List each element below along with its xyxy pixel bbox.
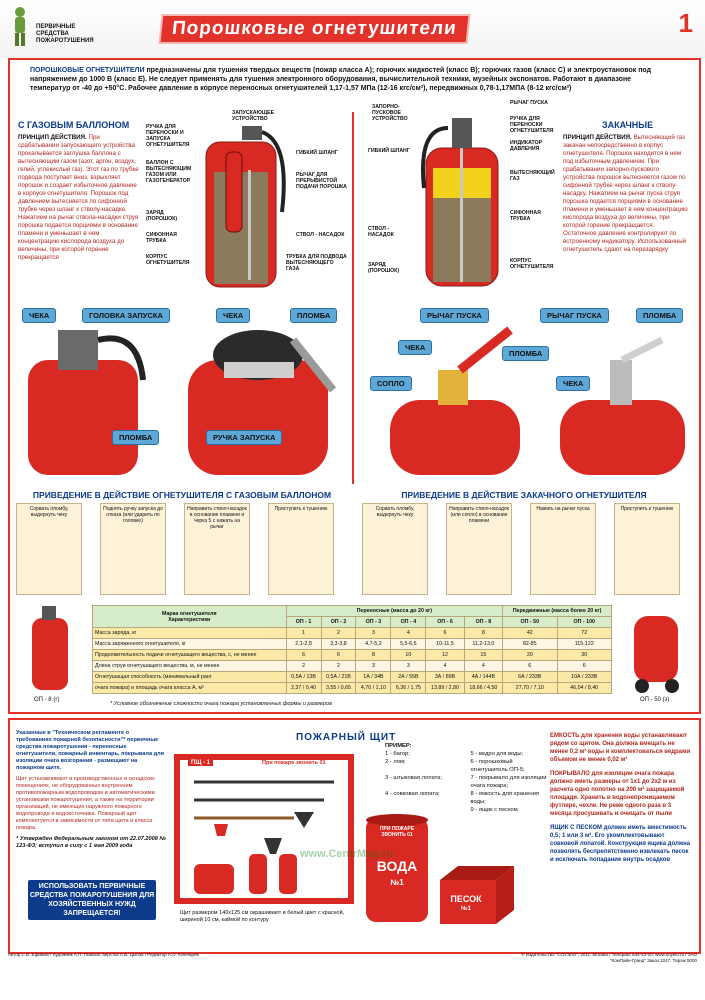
table-row (93, 672, 612, 683)
gas-anno-cartridge: БАЛЛОН С ВЫТЕСНЯЮЩИМ ГАЗОМ ИЛИ ГАЗОГЕНЕРАТОР (146, 160, 192, 184)
model-header: ОП - 100 (557, 617, 612, 628)
shield-details (550, 732, 692, 864)
cell: 30 (557, 650, 612, 661)
stored-anno-gas: ВЫТЕСНЯЮЩИЙ ГАЗ (510, 170, 555, 182)
cell: 6 (503, 661, 557, 672)
example-item: 2 - лом; (385, 759, 406, 765)
shield-title: ПОЖАРНЫЙ ЩИТ (296, 732, 397, 743)
cell: 2 (321, 628, 356, 639)
gas-heading: С ГАЗОВЫМ БАЛЛОНОМ (18, 120, 130, 130)
cell: 4 (391, 628, 426, 639)
table-row (93, 683, 612, 694)
cell: 6,36 / 1,75 (391, 683, 426, 694)
stored-heading: ЗАКАЧНЫЕ (602, 120, 654, 130)
reg-paragraph-1: Указанные в "Техническом регламенте о требованиях пожарной безопасности"* первичные средства пожаротушения - переносные огнетушители, пожарный инвентарь, покрывала для изоляции очага возгорания - размещают на пожарном щите. (16, 730, 164, 771)
stored-tag-nozzle: СОПЛО (370, 376, 412, 391)
table-header-char (93, 606, 287, 628)
row-label: Длина струи огнетушащего вещества, м, не менее (93, 661, 287, 672)
cell: 20 (503, 650, 557, 661)
reg-paragraph-2: Щит устанавливают в производственных и складских помещениях, не оборудованных внутренним противопожарным водопроводом и автоматическими установками пожаротушения, а также на территории организаций, не имеющих наружного пожарного водопровода и водоисточника. Пожарный щит комплектуется в зависимости от типа щита и класса пожара. (16, 776, 155, 831)
op50-extinguisher-image (624, 600, 688, 695)
table-row (93, 639, 612, 650)
example-item: 3 - штыковая лопата; (385, 775, 442, 781)
gas-step-1 (16, 503, 82, 595)
table-header-char-label: Характеристики (168, 616, 211, 623)
cell: 12 (426, 650, 464, 661)
model-header: ОП - 1 (286, 617, 321, 628)
stored-step-2 (446, 503, 512, 595)
stored-step-3-caption: Нажать на рычаг пуска (536, 506, 590, 512)
cell: 72 (557, 628, 612, 639)
gas-principle-label: ПРИНЦИП ДЕЙСТВИЯ. (18, 134, 87, 141)
cell: 18,66 / 4,50 (464, 683, 502, 694)
shield-call-text: При пожаре звонить 01 (262, 760, 326, 766)
barrel-call: ПРИ ПОЖАРЕ ЗВОНИТЬ 01 (379, 826, 415, 838)
example-title: ПРИМЕР: (385, 743, 412, 749)
cell: 3,55 / 0,65 (321, 683, 356, 694)
table-header-portable: Переносные (масса до 20 кг) (286, 606, 502, 617)
footer-publisher: © Издательство "СОУЭЛО", 2011. Москва / Тел/факс 644-43-20; www.soyelo.ru / ЗАО "КомПайн-Гранд" Заказ 3247. Тираж 5000 (521, 952, 697, 963)
example-item: 1 - багор; (385, 751, 410, 757)
barrel-number: №1 (390, 878, 404, 887)
cell: 27,70 / 7,10 (503, 683, 557, 694)
section-divider (352, 112, 354, 484)
stored-tag-lever-2: РЫЧАГ ПУСКА (540, 308, 609, 323)
table-row (93, 628, 612, 639)
intro-lead: ПОРОШКОВЫЕ ОГНЕТУШИТЕЛИ (30, 67, 145, 74)
model-header: ОП - 50 (503, 617, 557, 628)
gas-step-3 (184, 503, 250, 595)
example-item: 7 - покрывало для изоляции очага пожара; (470, 775, 547, 789)
cell: 6 (286, 650, 321, 661)
cell: 10 (391, 650, 426, 661)
cell: 15 (464, 650, 502, 661)
example-item: 4 - совковая лопата; (385, 791, 440, 797)
shield-sign: ПЩ - 1 (188, 760, 213, 766)
gas-anno-charge: ЗАРЯД (ПОРОШОК) (146, 210, 178, 222)
row-label: Масса заряда, кг (93, 628, 287, 639)
page-number: 1 (678, 8, 693, 38)
cell: 2,1-2,8 (286, 639, 321, 650)
cell: 8 (356, 650, 391, 661)
cell: 13,89 / 2,80 (426, 683, 464, 694)
cell: 10А / 233В (557, 672, 612, 683)
steps-stored-title: ПРИВЕДЕНИЕ В ДЕЙСТВИЕ ЗАКАЧНОГО ОГНЕТУШИТЕЛЯ (401, 490, 647, 500)
fireman-logo-icon (8, 6, 32, 48)
gas-tag-head: ГОЛОВКА ЗАПУСКА (82, 308, 170, 323)
cell: 3 (391, 661, 426, 672)
cell: 82-85 (503, 639, 557, 650)
model-header: ОП - 2 (321, 617, 356, 628)
shield-regulations (16, 730, 166, 850)
gas-principle (18, 134, 140, 262)
stored-step-1-caption: Сорвать пломбу, выдернуть чеку (375, 506, 415, 518)
row-label: Продолжительность подачи огнетушащего вещества, с, не менее (93, 650, 287, 661)
sand-box-number: №1 (460, 906, 472, 912)
cell: 3,3-3,8 (321, 639, 356, 650)
intro-text: предназначены для тушения твердых веществ (пожар класса А); горючих жидкостей (класс В); горючих газов (класс С) и электроустановок под напряжением до 1000 В (класс Е). Не следует применять для тушения электронного оборудования, вычислительной техники, музейных экспонатов. Работают в диапазоне температур от -40 до +50°С. Рабочее давление в корпусе переносных огнетушителей 1,17-1,57 МПа (12-16 кгс/см²), передвижных 0,78-1,17МПА (8-12 кгс/см²) (30, 67, 652, 92)
cell: 0,5А / 13В (286, 672, 321, 683)
row-label: Огнетушащая способность (минимальный ранг (93, 672, 287, 683)
cell: 0,5А / 21В (321, 672, 356, 683)
cell: 4,7-5,2 (356, 639, 391, 650)
gas-step-3-caption: Направить ствол-насадок в основание пламени и через 5 с нажать на рычаг (187, 506, 247, 530)
cell: 42 (503, 628, 557, 639)
table-row (93, 661, 612, 672)
stored-step-4 (614, 503, 680, 595)
stored-tag-seal: ПЛОМБА (636, 308, 683, 323)
model-header: ОП - 6 (426, 617, 464, 628)
gas-step-1-caption: Сорвать пломбу, выдернуть чеку (29, 506, 69, 518)
gas-anno-body: КОРПУС ОГНЕТУШИТЕЛЯ (146, 254, 190, 266)
footer-credits: Автор С.В. Ефимов / Художник А.П. Газизов, верстка А.В. Цыпов / Редактор А.О. Ключарев (8, 952, 199, 957)
gas-anno-trigger: ЗАПУСКАЮЩЕЕ УСТРОЙСТВО (232, 110, 275, 122)
stored-step-1 (362, 503, 428, 595)
stored-anno-siphon: СИФОННАЯ ТРУБКА (510, 210, 541, 222)
example-item: 9 - ящик с песком (470, 807, 518, 813)
gas-anno-lever: РЫЧАГ ДЛЯ ПРЕРЫВИСТОЙ ПОДАЧИ ПОРОШКА (296, 172, 347, 190)
cell: 4 (426, 661, 464, 672)
cell: 8 (464, 628, 502, 639)
cell: 3А / 89В (426, 672, 464, 683)
gas-step-4 (268, 503, 334, 595)
cell: 115-122 (557, 639, 612, 650)
stored-anno-lever: РЫЧАГ ПУСКА (510, 100, 548, 106)
cell: 2 (321, 661, 356, 672)
op8-label: ОП - 8 (г) (34, 697, 60, 703)
gas-principle-text: При срабатывании запускающего устройства прокалывается заглушка баллона с вытесняющим газом (азот, аргон, воздух, гелий, углекислый газ). Этот газ по трубке подвода поступает вниз, взрыхляет порошок и создает избыточное давление в корпусе огнетушителя. Порошок под давлением вытесняется по сифонной трубке через шланг к стволу-насадке. Нажатием на рычаг ствола-насадки струя порошка подается порциями в основание пламени и уменьшает в нем концентрацию кислорода воздуха до величины, при которой горение прекращается (18, 134, 139, 261)
gas-extinguisher-cutaway (196, 112, 296, 292)
cell: 6 (321, 650, 356, 661)
specs-table (92, 605, 612, 694)
gas-tag-trigger-handle: РУЧКА ЗАПУСКА (206, 430, 282, 445)
fire-shield-illustration (174, 754, 354, 904)
stored-principle-text: Вытесняющий газ закачан непосредственно в корпус огнетушителя. Порошок находится в нем под избыточным давлением. При срабатывании запорно-пускового устройства порошок вытесняется газом по сифонной трубке через шланг к стволу-насадку. Нажатием на рычаг пуска струя порошка подается порциями в основание пламени и уменьшает в нем концентрацию кислорода воздуха до величины, при которой горение прекращается. Остаточное давление контролируют по встроенному индикатору. Использованный огнетушитель сдают на перезарядку (563, 134, 688, 253)
prohibition-banner: ИСПОЛЬЗОВАТЬ ПЕРВИЧНЫЕ СРЕДСТВА ПОЖАРОТУШЕНИЯ ДЛЯ ХОЗЯЙСТВЕННЫХ НУЖД ЗАПРЕЩАЕТСЯ! (28, 880, 156, 920)
stored-tag-lever: РЫЧАГ ПУСКА (420, 308, 489, 323)
gas-tag-seal-2: ПЛОМБА (112, 430, 159, 445)
table-header-mark: Марка огнетушителя (161, 610, 217, 617)
gas-tag-pin-2: ЧЕКА (216, 308, 250, 323)
gas-tag-pin: ЧЕКА (22, 308, 56, 323)
cell: 3 (356, 661, 391, 672)
table-note: * Условное обозначение сложности очага пожара установленных формы и размеров (110, 701, 332, 707)
stored-tag-seal-2: ПЛОМБА (502, 346, 549, 361)
cell: 10-11,5 (426, 639, 464, 650)
watermark: www.CentrMag.ru (300, 848, 394, 860)
sand-box-label: ПЕСОК (450, 894, 482, 904)
model-header: ОП - 3 (356, 617, 391, 628)
cell: 2,37 / 0,40 (286, 683, 321, 694)
gas-step-4-caption: Приступить к тушению (274, 506, 328, 512)
example-item: 8 - емкость для хранения воды; (470, 791, 539, 805)
table-row (93, 650, 612, 661)
cell: 46,04 / 8,40 (557, 683, 612, 694)
stored-step-3 (530, 503, 596, 595)
op8-extinguisher-image (20, 600, 80, 695)
shield-size-note: Щит размером 140х125 см окрашивают в белый цвет с красной, шириной 10 см, каймой по контуру (180, 910, 345, 923)
stored-tag-pin: ЧЕКА (398, 340, 432, 355)
cell: 4А / 144В (464, 672, 502, 683)
cell: 6А / 233В (503, 672, 557, 683)
gas-closeup-illustration (18, 300, 348, 475)
steps-gas-title: ПРИВЕДЕНИЕ В ДЕЙСТВИЕ ОГНЕТУШИТЕЛЯ С ГАЗОВЫМ БАЛЛОНОМ (32, 490, 332, 500)
page-title: Порошковые огнетушители (161, 16, 468, 42)
brand-text: ПЕРВИЧНЫЕ СРЕДСТВА ПОЖАРОТУШЕНИЯ (36, 24, 94, 44)
intro-paragraph (30, 66, 670, 93)
stored-step-2-caption: Направить ствол-насадок (или сопло) в основание пламени (449, 506, 509, 524)
stored-anno-hose: ГИБКИЙ ШЛАНГ (368, 148, 410, 154)
cell: 1А / 34В (356, 672, 391, 683)
gas-anno-hose: ГИБКИЙ ШЛАНГ (296, 150, 338, 156)
cell: 6 (426, 628, 464, 639)
gas-step-2-caption: Поднять ручку запуска до отказа (или ударить по головке) (103, 506, 163, 524)
cell: 3 (356, 628, 391, 639)
op50-label: ОП - 50 (з) (640, 697, 670, 703)
example-item: 6 - порошковый огнетушитель ОП-5; (470, 759, 525, 773)
gas-anno-handle: РУЧКА ДЛЯ ПЕРЕНОСКИ И ЗАПУСКА ОГНЕТУШИТЕЛЯ (146, 124, 190, 148)
gas-anno-siphon: СИФОННАЯ ТРУБКА (146, 232, 177, 244)
stored-extinguisher-cutaway (418, 108, 508, 290)
cell: 2 (286, 661, 321, 672)
gas-tag-seal: ПЛОМБА (290, 308, 337, 323)
detail-sand: ЯЩИК С ПЕСКОМ должен иметь вместимость 0,5; 1 или 3 м³. Его укомплектовывают совковой лопатой. Конструкция ящика должна позволять беспрепятственно извлекать песок и исключать попадание внутрь осадков (550, 825, 691, 863)
cell: 4,70 / 1,10 (356, 683, 391, 694)
stored-anno-valve: ЗАПОРНО-ПУСКОВОЕ УСТРОЙСТВО (372, 104, 408, 122)
gas-anno-nozzle: СТВОЛ - НАСАДОК (296, 232, 345, 238)
detail-water: ЕМКОСТЬ для хранения воды устанавливают рядом со щитом. Она должна вмещать не менее 0,2 м³ воды и комплектоваться ведрами объемом не менее 0,02 м³ (550, 733, 691, 763)
cell: 4 (464, 661, 502, 672)
stored-principle-label: ПРИНЦИП ДЕЙСТВИЯ. (563, 134, 632, 141)
stored-principle (563, 134, 688, 254)
stored-anno-charge: ЗАРЯД (ПОРОШОК) (368, 262, 400, 274)
shield-example (385, 742, 550, 814)
barrel-water: ВОДА (376, 858, 418, 874)
cell: 2А / 55В (391, 672, 426, 683)
detail-blanket: ПОКРЫВАЛО для изоляции очага пожара должно иметь размеры от 1х1 до 2х2 м из расчета одно полотно на 200 м² защищаемой площади. Хранить в водонепроницаемом футляре, чехле. Не реже одного раза в 3 месяца просушивать и очищать от пыли (550, 771, 685, 817)
row-label: Масса заряженного огнетушителя, кг (93, 639, 287, 650)
cell: 5,5-6,5 (391, 639, 426, 650)
stored-step-4-caption: Приступить к тушению (620, 506, 674, 512)
model-header: ОП - 8 (464, 617, 502, 628)
stored-anno-handle: РУЧКА ДЛЯ ПЕРЕНОСКИ ОГНЕТУШИТЕЛЯ (510, 116, 554, 134)
cell: 1 (286, 628, 321, 639)
cell: 11,2-13,0 (464, 639, 502, 650)
stored-anno-indicator: ИНДИКАТОР ДАВЛЕНИЯ (510, 140, 543, 152)
gas-anno-tube: ТРУБКА ДЛЯ ПОДВОДА ВЫТЕСНЯЮЩЕГО ГАЗА (286, 254, 347, 272)
stored-tag-pin-2: ЧЕКА (556, 376, 590, 391)
table-header-mobile: Передвижные (масса более 20 кг) (503, 606, 612, 617)
gas-step-2 (100, 503, 166, 595)
cell: 6 (557, 661, 612, 672)
stored-anno-body: КОРПУС ОГНЕТУШИТЕЛЯ (510, 258, 554, 270)
example-item: 5 - ведро для воды; (470, 751, 524, 757)
header (0, 0, 705, 58)
stored-anno-nozzle: СТВОЛ - НАСАДОК (368, 226, 394, 238)
row-label: очага пожара) и площадь очага класса А, м² (93, 683, 287, 694)
model-header: ОП - 4 (391, 617, 426, 628)
reg-footnote: * Утвержден Федеральным законом от 22.07.2008 № 123-ФЗ; вступил в силу с 1 мая 2009 года (16, 836, 166, 849)
